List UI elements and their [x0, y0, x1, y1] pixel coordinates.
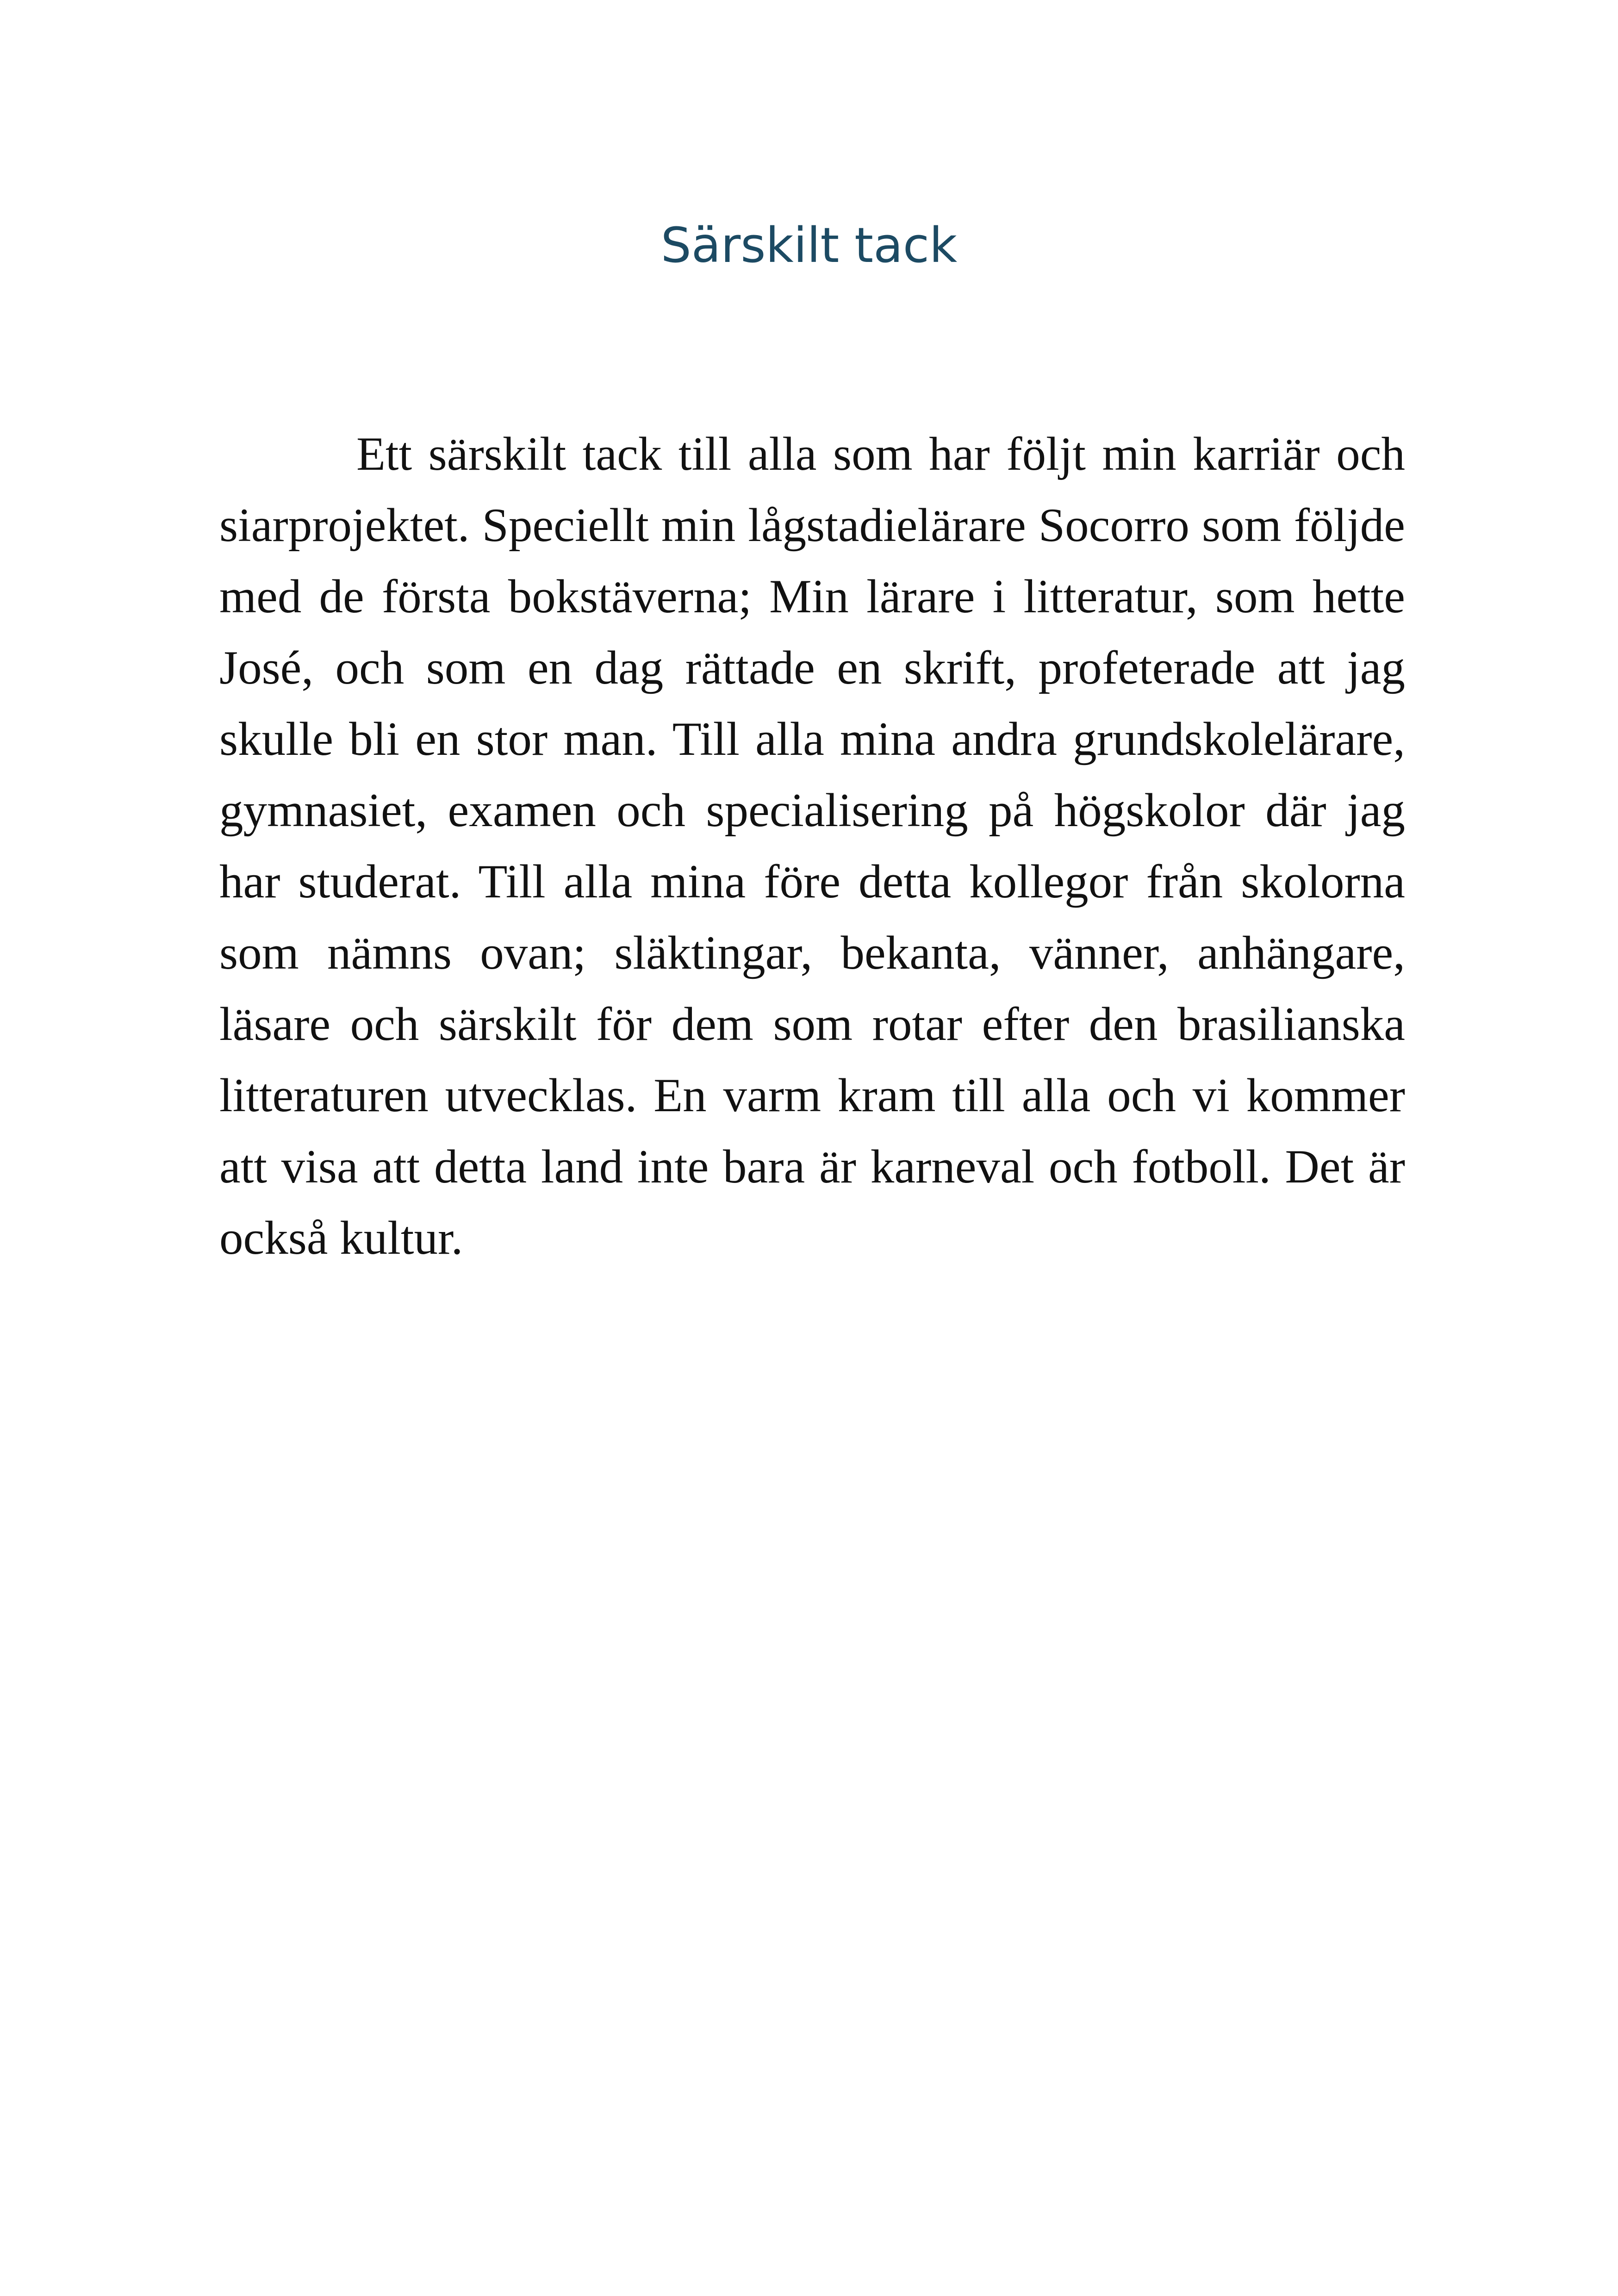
page-title: Särskilt tack — [660, 217, 958, 274]
acknowledgement-paragraph: Ett särskilt tack till alla som har följt min karriär och siarprojektet. Speciellt min lågstadielärare Socorro som följde med de första bokstäverna; Min lärare i litteratur, som hette José, och som en dag rättade en skrift, profeterade att jag skulle bli en stor man. Till alla mina andra grundskolelärare, gymnasiet, examen och specialisering på högskolor där jag har studerat. Till alla mina före detta kollegor från skolorna som nämns ovan; släktingar, bekanta, vänner, anhängare, läsare och särskilt för dem som rotar efter den brasilianska litteraturen utvecklas. En varm kram till alla och vi kommer att visa att detta land inte bara är karneval och fotboll. Det är också kultur. — [219, 428, 1405, 1264]
